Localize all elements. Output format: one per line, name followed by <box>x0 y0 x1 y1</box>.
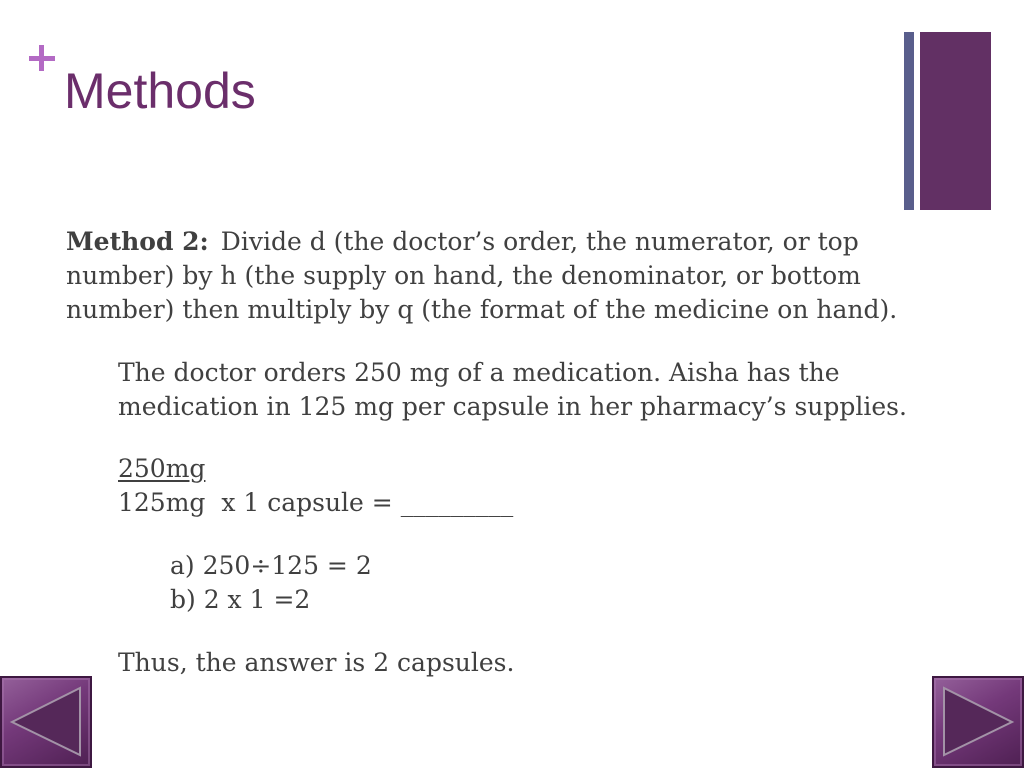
step-a: a) 250÷125 = 2 <box>170 551 372 580</box>
method-text: Divide d (the doctor’s order, the numerator, or top <box>220 227 859 256</box>
method-line-3: number) then multiply by q (the format of the medicine on hand). <box>66 295 898 324</box>
example-paragraph <box>118 356 907 424</box>
plus-icon <box>29 45 55 71</box>
method-paragraph <box>66 225 897 327</box>
triangle-right-icon <box>934 678 1022 766</box>
solution-steps <box>170 549 372 617</box>
example-line-2: medication in 125 mg per capsule in her pharmacy’s supplies. <box>118 392 907 421</box>
example-line-1: The doctor orders 250 mg of a medication. Aisha has the <box>118 358 840 387</box>
triangle-left-icon <box>2 678 90 766</box>
step-b: b) 2 x 1 =2 <box>170 585 311 614</box>
method-line-2: number) by h (the supply on hand, the denominator, or bottom <box>66 261 861 290</box>
conclusion: Thus, the answer is 2 capsules. <box>118 648 515 677</box>
method-label: Method 2: <box>66 227 209 256</box>
method-line-1 <box>66 225 897 259</box>
calculation-numerator: 250mg <box>118 454 206 483</box>
previous-slide-button[interactable] <box>0 676 92 768</box>
accent-bar-thin <box>904 32 914 210</box>
calculation-expression: 125mg x 1 capsule = _________ <box>118 488 514 517</box>
slide-title: Methods <box>64 63 256 119</box>
calculation <box>118 452 513 520</box>
next-slide-button[interactable] <box>932 676 1024 768</box>
accent-bar-wide <box>920 32 991 210</box>
